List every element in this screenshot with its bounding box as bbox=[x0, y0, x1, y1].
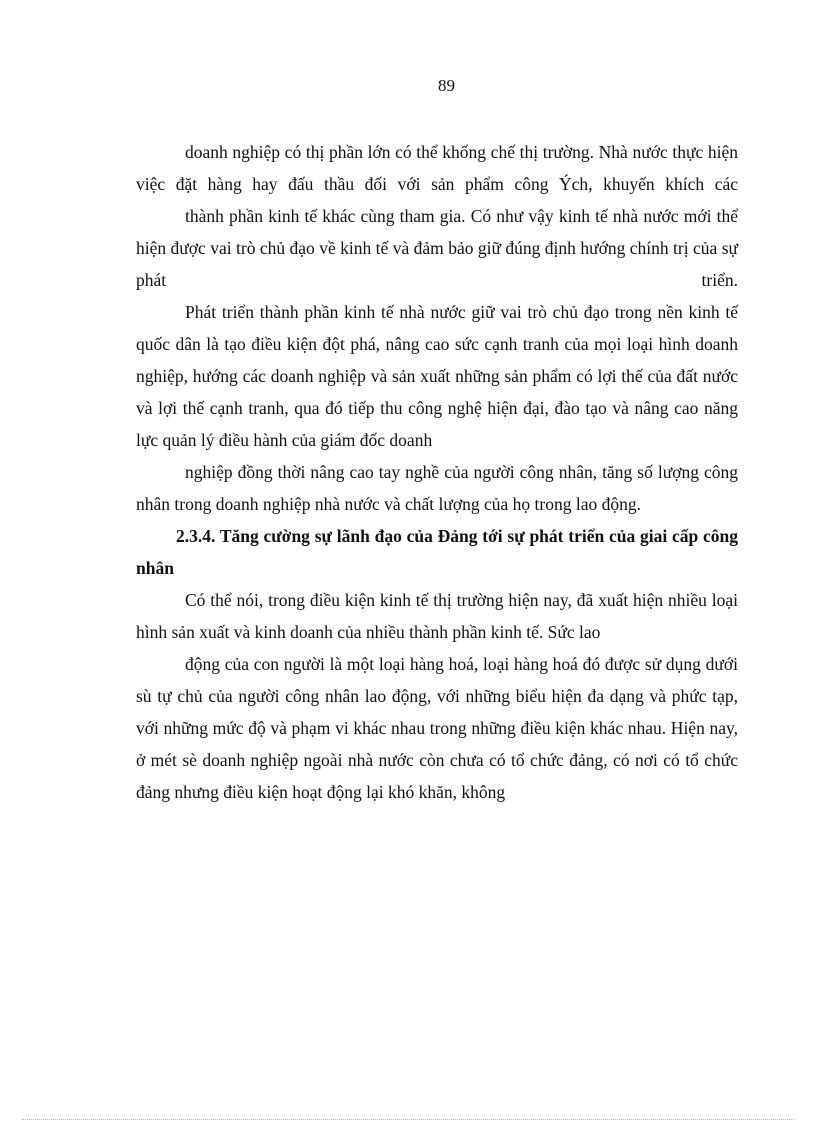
paragraph-4: nghiệp đồng thời nâng cao tay nghề của người công nhân, tăng số lượng công nhân trong doanh nghiệp nhà nước và chất lượng của họ trong lao động. bbox=[136, 462, 738, 514]
page-bottom-rule bbox=[22, 1119, 794, 1120]
page-number: 89 bbox=[438, 76, 455, 95]
section-paragraph-1: Có thể nói, trong điều kiện kinh tế thị trường hiện nay, đã xuất hiện nhiều loại hình sản xuất và kinh doanh của nhiều thành phần kinh tế. Sức lao bbox=[136, 590, 738, 642]
section-paragraph-2: động của con người là một loại hàng hoá, loại hàng hoá đó được sử dụng dưới sù tự chủ của người công nhân lao động, với những biểu hiện đa dạng và phức tạp, với những mức độ và phạm vi khác nhau trong những điều kiện khác nhau. Hiện nay, ở mét sè doanh nghiệp ngoài nhà nước còn chưa có tổ chức đảng, có nơi có tổ chức đảng nhưng điều kiện hoạt động lại khó khăn, không bbox=[136, 654, 738, 802]
section-heading: 2.3.4. Tăng cường sự lãnh đạo của Đảng tới sự phát triển của giai cấp công nhân bbox=[136, 526, 738, 578]
paragraph-2: thành phần kinh tế khác cùng tham gia. Có như vậy kinh tế nhà nước mới thể hiện được vai trò chủ đạo về kinh tế và đảm bảo giữ đúng định hướng chính trị của sự phát triển. bbox=[136, 206, 738, 290]
paragraph-3: Phát triển thành phần kinh tế nhà nước giữ vai trò chủ đạo trong nền kinh tế quốc dân là tạo điều kiện đột phá, nâng cao sức cạnh tranh của mọi loại hình doanh nghiệp, hướng các doanh nghiệp và sản xuất những sản phẩm có lợi thế của đất nước và lợi thế cạnh tranh, qua đó tiếp thu công nghệ hiện đại, đào tạo và nâng cao năng lực quản lý điều hành của giám đốc doanh bbox=[136, 302, 738, 450]
document-body bbox=[136, 136, 738, 808]
paragraph-1: doanh nghiệp có thị phần lớn có thể khống chế thị trường. Nhà nước thực hiện việc đặt hàng hay đấu thầu đối với sản phẩm công Ých, khuyến khích các bbox=[136, 142, 738, 194]
